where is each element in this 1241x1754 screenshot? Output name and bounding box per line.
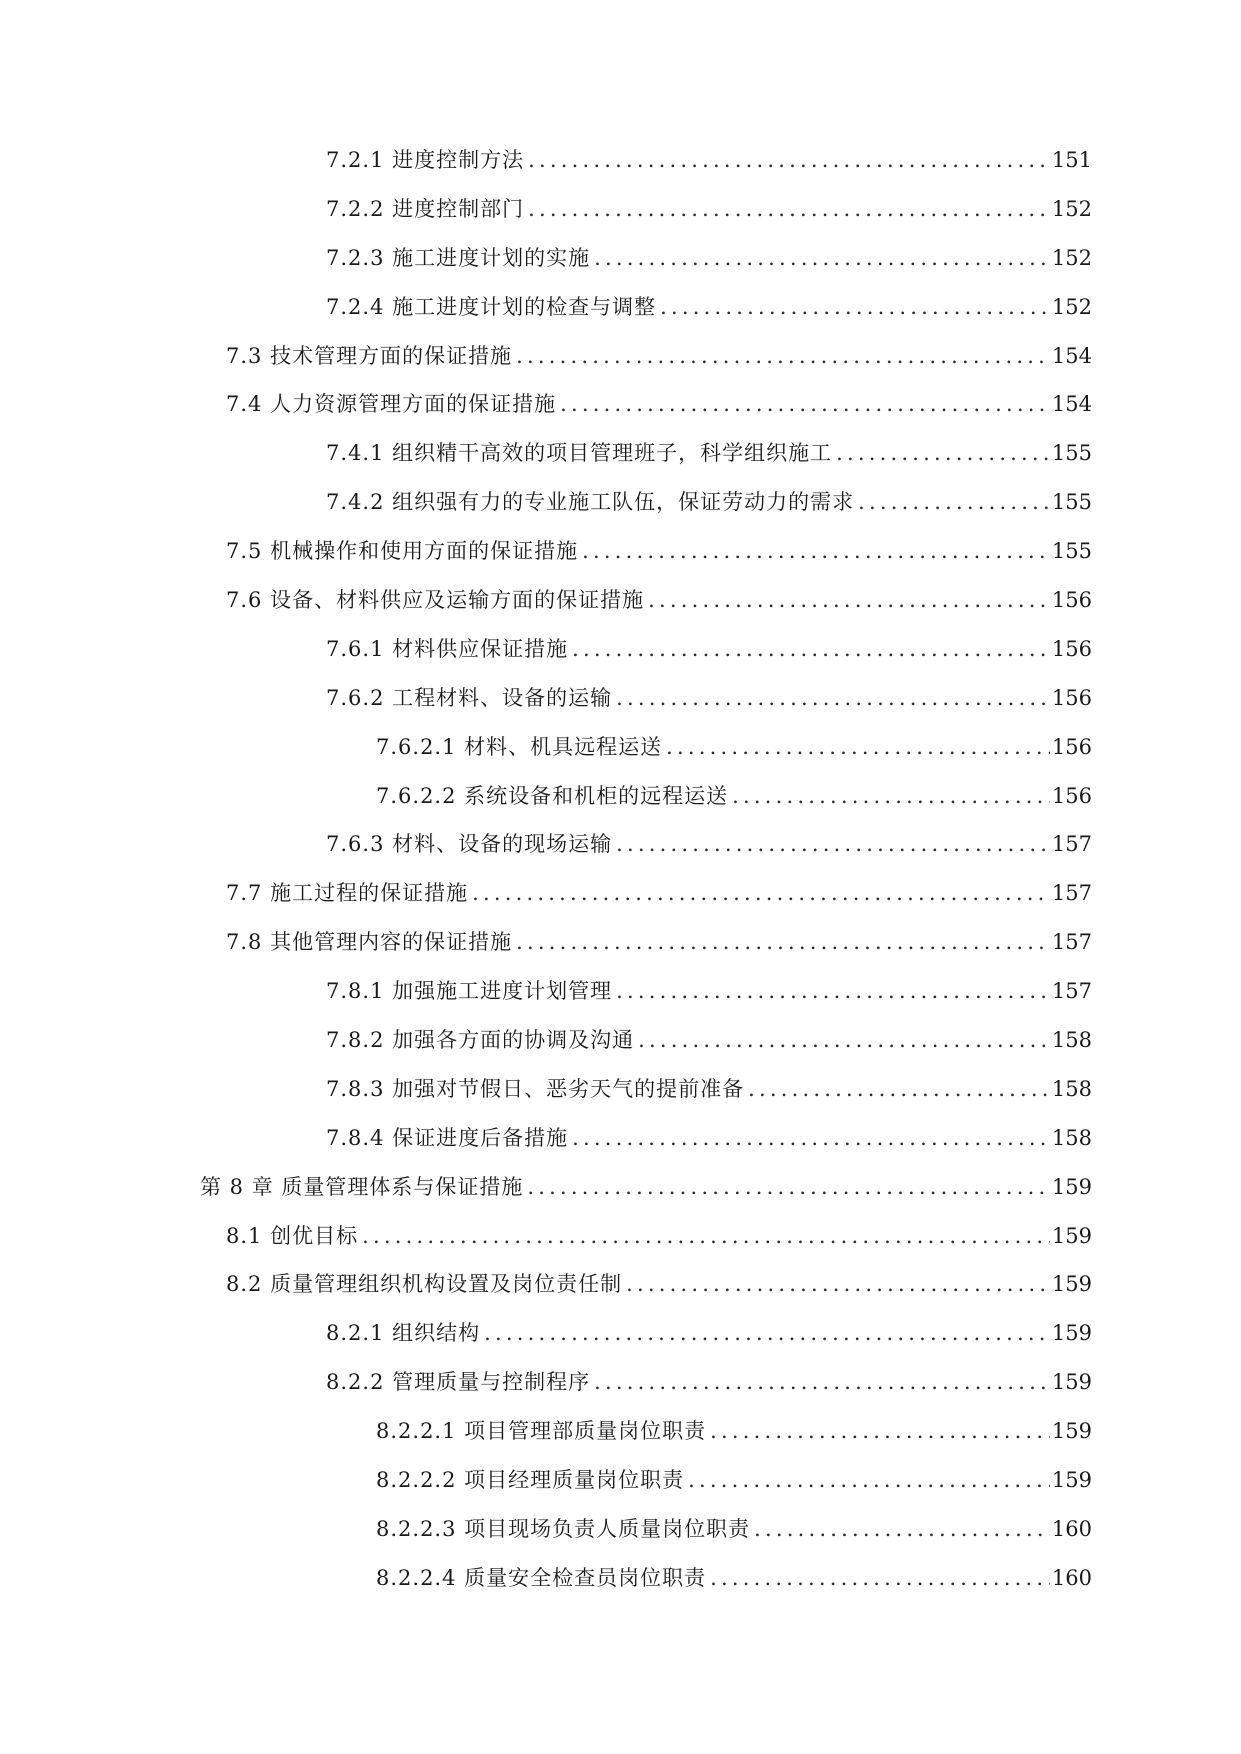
toc-dot-leader [362, 1224, 1050, 1248]
toc-entry-title: 7.2.2 进度控制部门 [326, 196, 525, 221]
toc-entry[interactable] [0, 1224, 1241, 1273]
toc-dot-leader [572, 1126, 1050, 1150]
toc-dot-leader [626, 1272, 1050, 1296]
toc-entry[interactable] [0, 295, 1241, 344]
toc-dot-leader [710, 1419, 1050, 1443]
toc-entry[interactable] [0, 686, 1241, 735]
toc-entry[interactable] [0, 344, 1241, 393]
toc-entry-page-number: 157 [1051, 881, 1092, 906]
toc-entry-title: 7.8.3 加强对节假日、恶劣天气的提前准备 [326, 1076, 745, 1101]
toc-dot-leader [754, 1517, 1050, 1541]
toc-entry-title: 8.1 创优目标 [226, 1223, 359, 1248]
toc-entry-page-number: 159 [1051, 1174, 1092, 1199]
table-of-contents [0, 148, 1241, 1615]
toc-dot-leader [472, 881, 1050, 905]
toc-entry[interactable] [0, 441, 1241, 490]
toc-entry[interactable] [0, 637, 1241, 686]
toc-dot-leader [858, 490, 1050, 514]
toc-entry-page-number: 159 [1051, 1321, 1092, 1346]
toc-entry-title: 8.2.2.1 项目管理部质量岗位职责 [376, 1419, 707, 1444]
toc-entry-title: 7.6.2 工程材料、设备的运输 [326, 685, 613, 710]
toc-entry-title: 7.6.1 材料供应保证措施 [326, 636, 569, 661]
toc-dot-leader [528, 197, 1050, 221]
toc-dot-leader [748, 1077, 1050, 1101]
toc-entry-title: 7.4 人力资源管理方面的保证措施 [226, 392, 557, 417]
toc-entry-title: 7.6.2.2 系统设备和机柜的远程运送 [376, 783, 729, 808]
toc-entry-title: 7.4.2 组织强有力的专业施工队伍，保证劳动力的需求 [326, 490, 855, 515]
toc-entry[interactable] [0, 392, 1241, 441]
toc-entry-page-number: 155 [1051, 441, 1092, 466]
toc-entry-page-number: 156 [1051, 588, 1092, 613]
toc-entry-title: 7.7 施工过程的保证措施 [226, 881, 469, 906]
toc-entry-title: 第 8 章 质量管理体系与保证措施 [200, 1174, 524, 1199]
toc-entry[interactable] [0, 881, 1241, 930]
toc-entry[interactable] [0, 1370, 1241, 1419]
toc-entry-page-number: 157 [1051, 832, 1092, 857]
toc-entry-page-number: 156 [1051, 636, 1092, 661]
toc-entry-page-number: 152 [1051, 245, 1092, 270]
toc-entry-page-number: 159 [1051, 1272, 1092, 1297]
toc-dot-leader [836, 441, 1050, 465]
toc-dot-leader [484, 1321, 1050, 1345]
toc-dot-leader [528, 148, 1050, 172]
toc-entry[interactable] [0, 1468, 1241, 1517]
toc-entry-page-number: 152 [1051, 294, 1092, 319]
toc-entry[interactable] [0, 588, 1241, 637]
toc-entry-page-number: 156 [1051, 783, 1092, 808]
toc-entry[interactable] [0, 490, 1241, 539]
toc-entry-page-number: 157 [1051, 930, 1092, 955]
toc-entry-page-number: 159 [1051, 1419, 1092, 1444]
toc-dot-leader [516, 344, 1050, 368]
toc-dot-leader [666, 735, 1050, 759]
toc-dot-leader [710, 1566, 1050, 1590]
toc-entry-title: 8.2.2.3 项目现场负责人质量岗位职责 [376, 1516, 751, 1541]
toc-entry-title: 7.6 设备、材料供应及运输方面的保证措施 [226, 588, 645, 613]
toc-entry-page-number: 159 [1051, 1223, 1092, 1248]
toc-dot-leader [572, 637, 1050, 661]
toc-entry[interactable] [0, 735, 1241, 784]
toc-dot-leader [516, 930, 1050, 954]
toc-entry-title: 8.2.2 管理质量与控制程序 [326, 1370, 591, 1395]
toc-entry[interactable] [0, 1272, 1241, 1321]
toc-entry-page-number: 155 [1051, 490, 1092, 515]
toc-entry-page-number: 152 [1051, 196, 1092, 221]
toc-dot-leader [616, 686, 1050, 710]
toc-entry-title: 7.2.3 施工进度计划的实施 [326, 245, 591, 270]
toc-entry-title: 7.6.2.1 材料、机具远程运送 [376, 734, 663, 759]
toc-entry-title: 7.3 技术管理方面的保证措施 [226, 343, 513, 368]
toc-entry-title: 7.2.1 进度控制方法 [326, 148, 525, 172]
toc-entry[interactable] [0, 1419, 1241, 1468]
toc-entry[interactable] [0, 930, 1241, 979]
toc-entry-title: 7.5 机械操作和使用方面的保证措施 [226, 539, 579, 564]
toc-entry-page-number: 156 [1051, 734, 1092, 759]
toc-dot-leader [616, 979, 1050, 1003]
toc-entry[interactable] [0, 246, 1241, 295]
toc-entry-page-number: 158 [1051, 1125, 1092, 1150]
toc-entry-page-number: 158 [1051, 1028, 1092, 1053]
toc-entry[interactable] [0, 1077, 1241, 1126]
toc-entry-page-number: 158 [1051, 1076, 1092, 1101]
toc-entry-title: 7.2.4 施工进度计划的检查与调整 [326, 294, 657, 319]
toc-entry[interactable] [0, 832, 1241, 881]
toc-dot-leader [616, 832, 1050, 856]
toc-entry[interactable] [0, 1028, 1241, 1077]
toc-entry-title: 7.8.4 保证进度后备措施 [326, 1125, 569, 1150]
toc-entry[interactable] [0, 784, 1241, 833]
toc-entry[interactable] [0, 1566, 1241, 1615]
toc-dot-leader [594, 1370, 1050, 1394]
toc-entry-title: 7.8.1 加强施工进度计划管理 [326, 979, 613, 1004]
toc-entry-title: 8.2.2.4 质量安全检查员岗位职责 [376, 1565, 707, 1590]
toc-entry-title: 8.2.1 组织结构 [326, 1321, 481, 1346]
toc-entry[interactable] [0, 979, 1241, 1028]
toc-dot-leader [732, 784, 1050, 808]
toc-entry-page-number: 157 [1051, 979, 1092, 1004]
toc-entry-page-number: 154 [1051, 392, 1092, 417]
toc-rows [0, 148, 1241, 1615]
toc-entry[interactable] [0, 1126, 1241, 1175]
toc-entry[interactable] [0, 197, 1241, 246]
toc-entry[interactable] [0, 1321, 1241, 1370]
toc-entry[interactable] [0, 1517, 1241, 1566]
toc-entry-page-number: 154 [1051, 343, 1092, 368]
toc-entry[interactable] [0, 1175, 1241, 1224]
toc-dot-leader [660, 295, 1050, 319]
toc-entry[interactable] [0, 148, 1241, 197]
toc-entry-title: 7.8.2 加强各方面的协调及沟通 [326, 1028, 635, 1053]
toc-entry-title: 8.2 质量管理组织机构设置及岗位责任制 [226, 1272, 623, 1297]
toc-entry-page-number: 156 [1051, 685, 1092, 710]
toc-dot-leader [527, 1175, 1050, 1199]
toc-entry-title: 8.2.2.2 项目经理质量岗位职责 [376, 1468, 685, 1493]
toc-entry-page-number: 160 [1051, 1565, 1092, 1590]
toc-entry-title: 7.6.3 材料、设备的现场运输 [326, 832, 613, 857]
toc-entry-page-number: 155 [1051, 539, 1092, 564]
toc-entry[interactable] [0, 539, 1241, 588]
toc-dot-leader [594, 246, 1050, 270]
toc-entry-page-number: 159 [1051, 1468, 1092, 1493]
toc-entry-page-number: 159 [1051, 1370, 1092, 1395]
toc-dot-leader [582, 539, 1050, 563]
toc-dot-leader [560, 392, 1050, 416]
toc-dot-leader [688, 1468, 1050, 1492]
toc-dot-leader [648, 588, 1050, 612]
toc-entry-title: 7.4.1 组织精干高效的项目管理班子，科学组织施工 [326, 441, 833, 466]
toc-entry-page-number: 160 [1051, 1516, 1092, 1541]
toc-entry-page-number: 151 [1051, 148, 1092, 172]
toc-dot-leader [638, 1028, 1050, 1052]
toc-entry-title: 7.8 其他管理内容的保证措施 [226, 930, 513, 955]
